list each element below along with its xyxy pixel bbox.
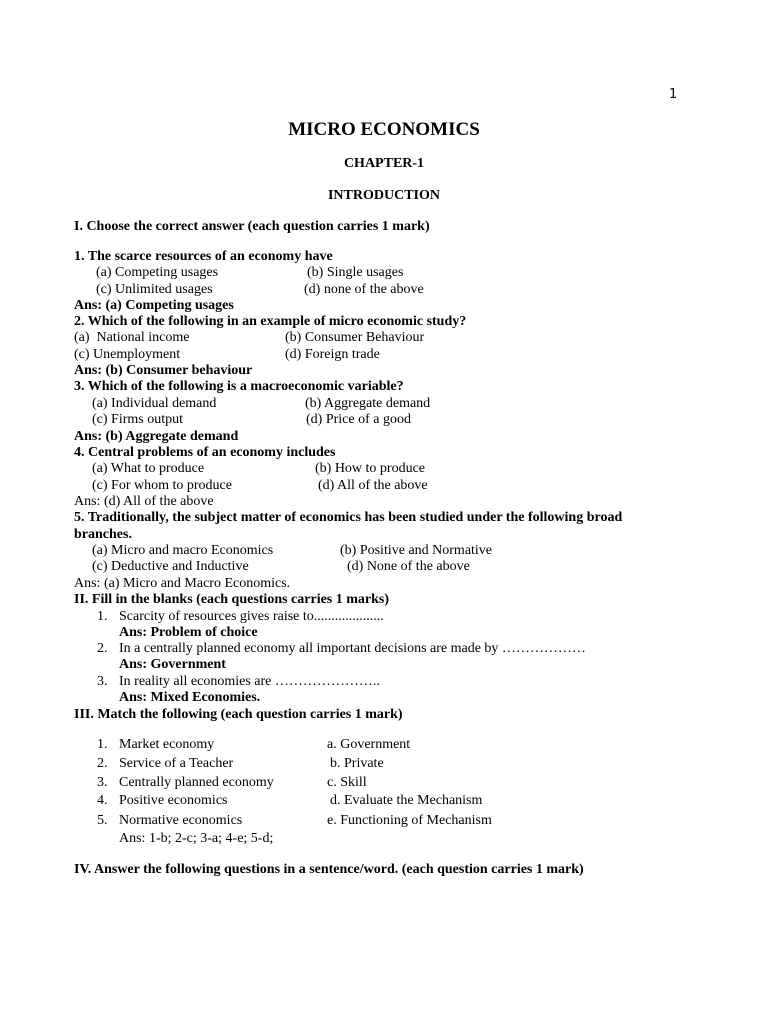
match-2-left: Service of a Teacher — [119, 756, 234, 771]
q2-option-b: (b) Consumer Behaviour — [285, 330, 425, 345]
blank-1-text: Scarcity of resources gives raise to.................... — [119, 609, 384, 624]
match-4-right: d. Evaluate the Mechanism — [330, 793, 483, 808]
match-5-left: Normative economics — [119, 813, 243, 828]
match-3-number: 3. — [97, 775, 108, 790]
part4-heading: IV. Answer the following questions in a sentence/word. (each question carries 1 mark) — [74, 862, 584, 877]
question-5-line-1: 5. Traditionally, the subject matter of economics has been studied under the following broad — [74, 510, 623, 525]
question-1: 1. The scarce resources of an economy have — [74, 249, 333, 264]
match-2-right: b. Private — [330, 756, 384, 771]
match-3-right: c. Skill — [327, 775, 367, 790]
blank-3-answer: Ans: Mixed Economies. — [119, 690, 261, 705]
q1-option-c: (c) Unlimited usages — [96, 282, 213, 297]
match-answer: Ans: 1-b; 2-c; 3-a; 4-e; 5-d; — [119, 831, 274, 846]
match-1-right: a. Government — [327, 737, 411, 752]
q2-option-d: (d) Foreign trade — [285, 347, 380, 362]
blank-1-answer: Ans: Problem of choice — [119, 625, 258, 640]
blank-1-number: 1. — [97, 609, 108, 624]
q5-option-d: (d) None of the above — [347, 559, 470, 574]
match-5-number: 5. — [97, 813, 108, 828]
section-title: INTRODUCTION — [327, 188, 440, 203]
blank-2-number: 2. — [97, 641, 108, 656]
q2-option-a: (a) National income — [74, 330, 190, 345]
q3-option-b: (b) Aggregate demand — [305, 396, 431, 411]
match-5-right: e. Functioning of Mechanism — [327, 813, 492, 828]
blank-2-text: In a centrally planned economy all important decisions are made by ……………… — [119, 641, 586, 656]
q5-option-b: (b) Positive and Normative — [340, 543, 493, 558]
match-4-left: Positive economics — [119, 793, 228, 808]
q1-option-a: (a) Competing usages — [96, 265, 219, 280]
q4-answer: Ans: (d) All of the above — [74, 494, 214, 509]
part1-heading: I. Choose the correct answer (each question carries 1 mark) — [74, 219, 430, 234]
match-4-number: 4. — [97, 793, 108, 808]
question-4: 4. Central problems of an economy includes — [74, 445, 336, 460]
match-2-number: 2. — [97, 756, 108, 771]
part3-heading: III. Match the following (each question carries 1 mark) — [74, 707, 403, 722]
q1-option-b: (b) Single usages — [307, 265, 404, 280]
document-title: MICRO ECONOMICS — [288, 119, 480, 140]
blank-2-answer: Ans: Government — [119, 657, 226, 672]
match-1-number: 1. — [97, 737, 108, 752]
match-1-left: Market economy — [119, 737, 215, 752]
q4-option-a: (a) What to produce — [92, 461, 205, 476]
q5-option-c: (c) Deductive and Inductive — [92, 559, 249, 574]
question-5-line-2: branches. — [74, 527, 132, 542]
chapter-heading: CHAPTER-1 — [343, 156, 425, 171]
part2-heading: II. Fill in the blanks (each questions carries 1 marks) — [74, 592, 390, 607]
question-3: 3. Which of the following is a macroeconomic variable? — [74, 379, 404, 394]
blank-3-number: 3. — [97, 674, 108, 689]
q5-option-a: (a) Micro and macro Economics — [92, 543, 274, 558]
blank-3-text: In reality all economies are ………………….. — [119, 674, 380, 689]
q3-option-d: (d) Price of a good — [306, 412, 411, 427]
q2-option-c: (c) Unemployment — [74, 347, 181, 362]
page-number: 1 — [669, 87, 678, 102]
q4-option-b: (b) How to produce — [315, 461, 426, 476]
question-2: 2. Which of the following in an example of micro economic study? — [74, 314, 467, 329]
q3-option-c: (c) Firms output — [92, 412, 183, 427]
q3-answer: Ans: (b) Aggregate demand — [74, 429, 239, 444]
q4-option-d: (d) All of the above — [318, 478, 428, 493]
q1-answer: Ans: (a) Competing usages — [74, 298, 234, 313]
q1-option-d: (d) none of the above — [304, 282, 424, 297]
q5-answer: Ans: (a) Micro and Macro Economics. — [74, 576, 291, 591]
q4-option-c: (c) For whom to produce — [92, 478, 232, 493]
q2-answer: Ans: (b) Consumer behaviour — [74, 363, 253, 378]
q3-option-a: (a) Individual demand — [92, 396, 217, 411]
match-3-left: Centrally planned economy — [119, 775, 274, 790]
